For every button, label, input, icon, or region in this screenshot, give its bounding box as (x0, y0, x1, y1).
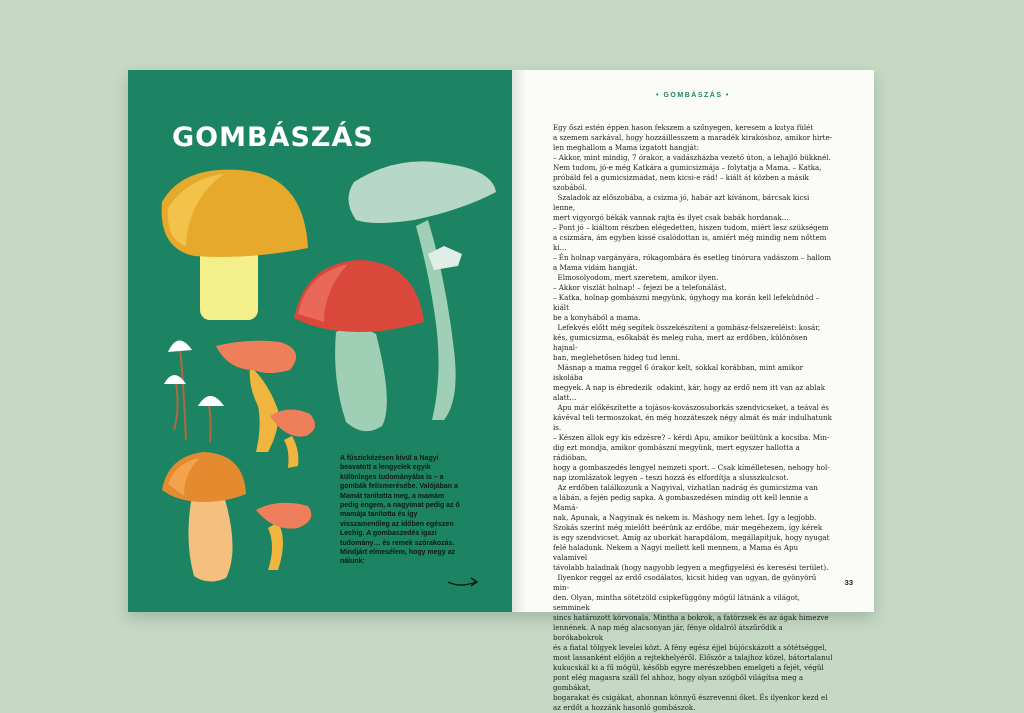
page-number: 33 (844, 578, 853, 587)
chanterelle-mushroom-icon (256, 503, 311, 570)
running-head: • GOMBÁSZÁS • (656, 92, 730, 99)
open-book-spread (128, 70, 874, 712)
yellow-mushroom-icon (162, 170, 308, 320)
chanterelle-mushroom-icon (270, 409, 315, 468)
left-page-illustration (128, 70, 512, 612)
small-white-mushrooms-icon (174, 348, 211, 442)
book-gutter (512, 70, 526, 612)
right-page-text (512, 70, 874, 712)
arrow-right-icon (446, 574, 482, 590)
caption-text: A fűszickézésen kívül a Nagyi beavatott a lengyelek egyik különleges tudományába is – a gombák felismerésébe. Valójában a Mamát tanította meg, a mamám pedig engem, a nagyimat pedig az ő mamája tanította és így visszamenőleg az időben egészen Lechig. A gombaszedés igazi tudomány… és remek szórakozás. Mindjárt elmesélem, hogy megy az nálunk: (340, 455, 460, 566)
page-title: GOMBÁSZÁS (172, 122, 374, 153)
body-text: Egy őszi estén éppen hason fekszem a szőnyegen, keresem a kutya fülét a szemem sarkával, hogy hozzáillesszem a maradék kirakóshoz, amikor hirte- len meghallom a Mama izgatott hangját: – Akkor, mint mindig, 7 órakor, a vadászházba vezető úton, a lehajló bükknél. Nem tudom, jó-e még Katkára a gumicsizmája – folytatja a Mama. – Katka, próbáld fel a gumicsizmádat, nem kicsi-e rád! – kiált át közben a másik szobából. Szaladok az előszobába, a csizma jó, habár azt kívánom, bárcsak kicsi lenne, mert vigyorgó békák vannak rajta és ilyet csak babák hordanak… – Pont jó – kiáltom részben elégedetten, hiszen tudom, miért lesz szükségem a csizmára, ám egyben kissé csalódottan is, amiért még mindig nem nőttem ki… – Én holnap vargányára, rókagombára és esetleg tinórura vadászom – hallom a Mama vidám hangját. Elmosolyodom, mert szeretem, amikor ilyen. – Akkor viszlát holnap! – fejezi be a telefonálást. – Katka, holnap gombászni megyünk, úgyhogy ma korán kell lefeküdnöd – kiált be a konyhából a mama. Lefekvés előtt még segítek összekészíteni a gombász-felszereléist: kosár, kés, gumicsizma, esőkabát és meleg ruha, mert az erdőben, különösen hajnal- ban, meglehetősen hideg tud lenni. Másnap a mama reggel 6 órakor kelt, sokkal korábban, mint amikor iskolába megyek. A nap is ébredezik odakint, kár, hogy az erdő nem itt van az ablak alatt… Apu már előkészítette a tojásos-kovászosuborkás szendvicseket, a teával és kávéval teli termoszokat, én még hozzáteszek négy almát és már indulhatunk is. – Készen állok egy kis edzésre? – kérdi Apu, amikor beültünk a kocsiba. Min- dig ezt mondja, amikor gombászni megyünk, mert egyszer hallotta a rádióban, hogy a gombaszedés lengyel nemzeti sport. – Csak kímélletesen, nehogy hol- nap izomlázatok legyen – teszi hozzá és elfordítja a slusszkulcsot. Az erdőben találkozunk a Nagyival, vízhatlan nadrág és gumicsizma van a lábán, a fején pedig sapka. A gombaszedésen mindig ott kell lennie a Mamá- nak, Apunak, a Nagyinak és nekem is. Máshogy nem lehet. Így a legjobb. Szokás szerint még mielőtt beérünk az erdőbe, már megéhezem, így kérek is egy szendvicset. Amíg az uborkát harapdálom, megállapítjuk, hogy nyugat felé haladunk. Nekem a Nagyi mellett kell mennem, a Mama és Apu valamivel távolabb haladnak (hogy nagyobb legyen a megfigyelési és keresési terület). Ilyenkor reggel az erdő csodálatos, kicsit hideg van ugyan, de gyönyörű min- den. Olyan, mintha sötétzöld csipkefüggöny mögül látnánk a világot, semminek sincs határozott körvonala. Mintha a bokrok, a fatörzsek és az ágak himezve lennének. A nap még alacsonyan jár, fénye oldalról átszűrődik a borókabokrok és a fiatal tölgyek levelei közt. A fény egész éjjel bújócskázott a sötétséggel, most lassanként előjön a rejtekhelyéről. Először a talajhoz közel, bátortalanul kukucskál ki a fű mögül, később egyre merészebben emelgeti a fejét, végül pont elég magasra száll fel ahhoz, hogy olyan szögből világítsa meg a gombákat, bogarakat és csigákat, ahonnan könnyű észrevenni őket. És ilyenkor kezd el az erdőt a hozzánk hasonló gombászok. (553, 123, 833, 712)
red-mushroom-icon (294, 260, 424, 431)
chanterelle-mushroom-icon (216, 341, 296, 452)
orange-bolete-icon (162, 452, 246, 582)
